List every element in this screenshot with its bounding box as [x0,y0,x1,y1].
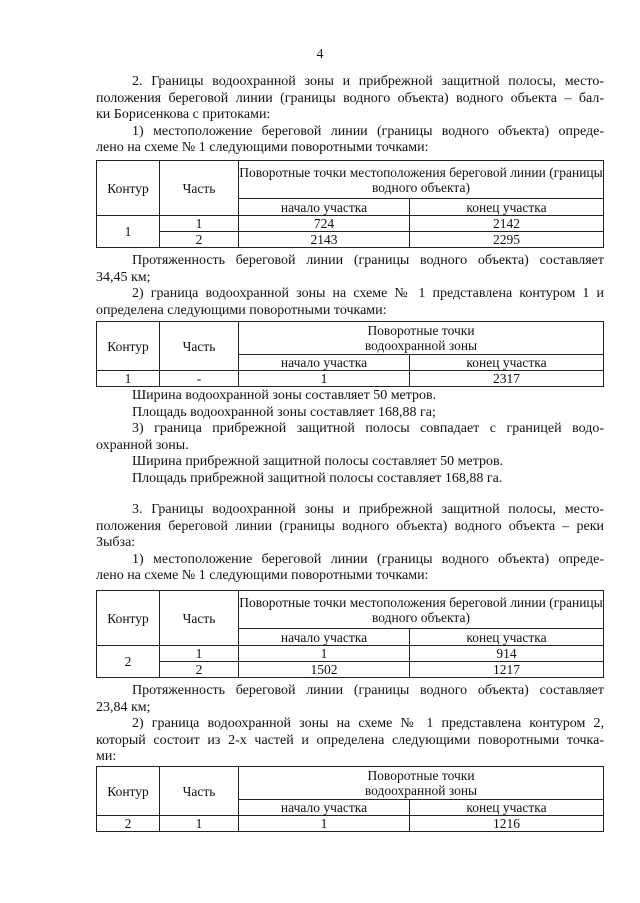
cell-kontur: 2 [97,816,160,832]
section2-p1-line: лено на схеме № 1 следующими поворотными точками: [96,140,429,155]
section3-heading [96,502,604,585]
after-line: 3) граница прибрежной защитной полосы совпадает с границей водо- [132,421,604,436]
header-kontur: Контур [97,767,160,816]
section2-heading-line: положения береговой линии (границы водного объекта) водного объекта – бал- [96,90,604,106]
cell-part: 1 [160,816,239,832]
cell-end: 2295 [410,232,604,248]
length-line: 23,84 км; [96,699,151,715]
section3-heading-line: 3. Границы водоохранной зоны и прибрежной защитной полосы, место- [132,502,604,517]
table-water-zone-1 [96,321,604,387]
table-shoreline-2 [96,590,604,678]
header-end: конец участка [410,355,604,371]
section2-p2-line: 2) граница водоохранной зоны на схеме № 1 представлена контуром 1 и [132,286,604,301]
section2-heading-line: ки Борисенкова с притоками: [96,107,271,122]
section3-p2-line: ми: [96,749,117,764]
after-line: охранной зоны. [96,437,189,453]
section3-p1-line: лено на схеме № 1 следующими поворотными точками: [96,568,429,583]
cell-kontur: 1 [97,216,160,248]
after-line: Ширина прибрежной защитной полосы составляет 50 метров. [132,454,504,469]
cell-part: 2 [160,232,239,248]
section2-after [96,388,604,487]
after-line: Площадь водоохранной зоны составляет 168,88 га; [132,404,436,420]
length-line: Протяженность береговой линии (границы водного объекта) составляет [132,253,604,268]
cell-start: 2143 [239,232,410,248]
length-line: 34,45 км; [96,269,151,285]
header-points: Поворотные точки местоположения береговой линии (границы водного объекта) [239,161,604,199]
header-start: начало участка [239,629,410,646]
page-number: 4 [316,47,324,62]
cell-start: 1 [239,646,410,662]
header-chast: Часть [160,767,239,816]
header-kontur: Контур [97,322,160,371]
section3-length [96,683,604,766]
header-chast: Часть [160,161,239,216]
cell-start: 1 [239,816,410,832]
header-kontur: Контур [97,591,160,646]
header-chast: Часть [160,591,239,646]
cell-kontur: 1 [97,371,160,387]
section2-heading-line: 2. Границы водоохранной зоны и прибрежной защитной полосы, место- [132,74,604,89]
header-start: начало участка [239,199,410,216]
header-points: Поворотные точки водоохранной зоны [239,322,604,355]
section3-heading-line: Зыбза: [96,535,136,550]
length-line: Протяженность береговой линии (границы водного объекта) составляет [132,683,604,698]
section2-length [96,253,604,319]
cell-end: 1216 [410,816,604,832]
cell-part: 1 [160,646,239,662]
cell-part: 1 [160,216,239,232]
section3-heading-line: положения береговой линии (границы водного объекта) водного объекта – реки [96,518,604,534]
section2-p1-line: 1) местоположение береговой линии (границы водного объекта) опреде- [132,123,604,139]
table-water-zone-2 [96,766,604,832]
cell-end: 914 [410,646,604,662]
cell-start: 1502 [239,662,410,678]
cell-end: 1217 [410,662,604,678]
section2-heading [96,74,604,157]
section3-p1-line: 1) местоположение береговой линии (границы водного объекта) опреде- [132,551,604,567]
section3-p2-line: который состоит из 2-х частей и определена следующими поворотными точка- [96,732,604,748]
header-end: конец участка [410,199,604,216]
section2-p2-line: определена следующими поворотными точками: [96,302,387,318]
section3-p2-line: 2) граница водоохранной зоны на схеме № 1 представлена контуром 2, [132,716,604,731]
cell-start: 724 [239,216,410,232]
after-line: Ширина водоохранной зоны составляет 50 метров. [132,388,437,403]
cell-end: 2317 [410,371,604,387]
cell-start: 1 [239,371,410,387]
after-line: Площадь прибрежной защитной полосы составляет 168,88 га. [132,470,503,486]
header-chast: Часть [160,322,239,371]
header-start: начало участка [239,800,410,816]
cell-kontur: 2 [97,646,160,678]
header-end: конец участка [410,800,604,816]
header-start: начало участка [239,355,410,371]
header-end: конец участка [410,629,604,646]
cell-part: - [160,371,239,387]
header-kontur: Контур [97,161,160,216]
cell-part: 2 [160,662,239,678]
header-points: Поворотные точки водоохранной зоны [239,767,604,800]
header-points: Поворотные точки местоположения береговой линии (границы водного объекта) [239,591,604,629]
table-shoreline-1 [96,160,604,248]
cell-end: 2142 [410,216,604,232]
